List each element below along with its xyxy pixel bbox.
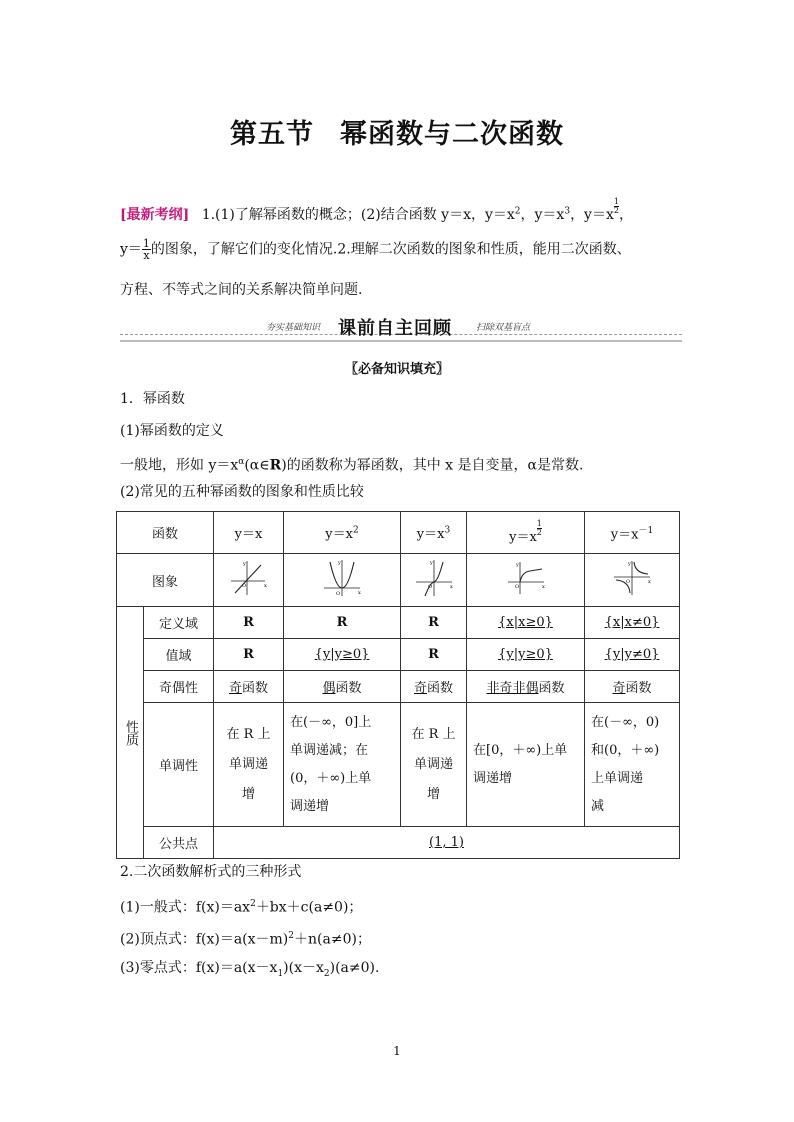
graph-cube-icon <box>414 558 454 598</box>
power-function-table <box>116 511 680 859</box>
table-row: 值域 R {y|y≥0} R {y|y≥0} {y|y≠0} <box>117 639 680 671</box>
svg-text:O: O <box>514 584 519 590</box>
definition-text: 一般地，形如 $y=x^\alpha(\alpha\in R)$的函数称为幂函数，其中 x 是自变量，α是常数. <box>120 457 584 474</box>
svg-text:O: O <box>427 584 432 590</box>
outline-line-3: 方程、不等式之间的关系解决简单问题. <box>120 282 363 298</box>
title-text: 幂函数与二次函数 <box>340 119 564 150</box>
section-heading: 〖必备知识填充〗 <box>344 362 449 377</box>
graph-linear-icon <box>229 559 269 597</box>
fraction-one-over-x: $\frac{1}{x}$ <box>142 237 150 262</box>
svg-text:x: x <box>648 579 651 585</box>
formula-zero: (3)零点式：$f(x)=a(x-x_1)(x-x_2)(a\ne 0)$. <box>120 960 380 979</box>
banner-right-text: 扫除双基盲点 <box>476 323 531 333</box>
outline-tag: [最新考纲] <box>120 207 190 223</box>
table-row: 性质 定义域 R R R {x|x≥0} {x|x≠0} <box>117 607 680 639</box>
table-row: 函数 y＝x $y=x^2$ $y=x^3$ y＝x $\frac{1}{2}$ $y=x^{-1}$ <box>117 512 680 554</box>
graph-reciprocal-icon <box>612 559 652 597</box>
header-function: 函数 <box>117 512 214 554</box>
svg-text:x: x <box>263 583 267 589</box>
svg-text:O: O <box>336 591 341 597</box>
svg-text:y: y <box>338 560 341 566</box>
svg-text:O: O <box>626 579 631 585</box>
table-row: 公共点 (1, 1) <box>117 827 680 859</box>
subheading-definition: (1)幂函数的定义 <box>120 423 224 439</box>
svg-text:y: y <box>628 561 631 567</box>
graph-sqrt-icon <box>506 560 546 596</box>
formula-vertex: (2)顶点式：$f(x)=a(x-m)^2+n(a\ne 0)$； <box>120 931 371 948</box>
table-row: 奇偶性 奇函数 偶函数 奇函数 非奇非偶函数 奇函数 <box>117 671 680 703</box>
outline-line-2: y＝ $\frac{1}{x}$ 的图象，了解它们的变化情况.2.理解二次函数的图象和性质，能用二次函数、 <box>120 237 631 262</box>
exponent-half: $\frac{1}{2}$ <box>613 197 619 215</box>
section-banner <box>120 314 682 344</box>
banner-left-text: 夯实基础知识 <box>266 323 321 333</box>
outline-line-1: [最新考纲] 1.(1)了解幂函数的概念；(2)结合函数 y＝x，$y=x^2$，$y=x^3$，y＝x $\frac{1}{2}$ ， <box>120 197 633 223</box>
svg-text:O: O <box>241 583 246 589</box>
formula-general: (1)一般式：$f(x)=ax^2+bx+c(a\ne 0)$； <box>120 899 363 916</box>
page-title <box>0 112 794 151</box>
svg-text:y: y <box>429 560 433 566</box>
header-graph: 图象 <box>117 554 214 607</box>
header-properties: 性质 <box>117 607 144 859</box>
svg-text:y: y <box>515 562 519 568</box>
banner-center-text: 课前自主回顾 <box>338 318 452 339</box>
subheading-comparison: (2)常见的五种幂函数的图象和性质比较 <box>120 484 364 500</box>
svg-text:x: x <box>449 584 453 590</box>
title-section-number: 第五节 <box>230 119 314 150</box>
graph-square-icon <box>322 558 362 598</box>
heading-power-function: 1．幂函数 <box>120 391 185 407</box>
heading-quadratic-forms: 2.二次函数解析式的三种形式 <box>120 864 302 880</box>
table-row <box>117 554 680 607</box>
page-number: 1 <box>393 1044 401 1058</box>
svg-text:x: x <box>541 584 545 590</box>
svg-text:x: x <box>358 590 361 596</box>
banner-divider-2 <box>120 340 682 342</box>
table-row: 单调性 在 R 上 单调递 增 在(－∞，0]上 单调递减；在 (0，＋∞)上单 调递增 在 R 上 单调递 增 在[0，＋∞)上单 调递增 在(－∞，0) 和(0，＋∞) 上单调递 减 <box>117 703 680 827</box>
svg-text:y: y <box>242 561 246 567</box>
